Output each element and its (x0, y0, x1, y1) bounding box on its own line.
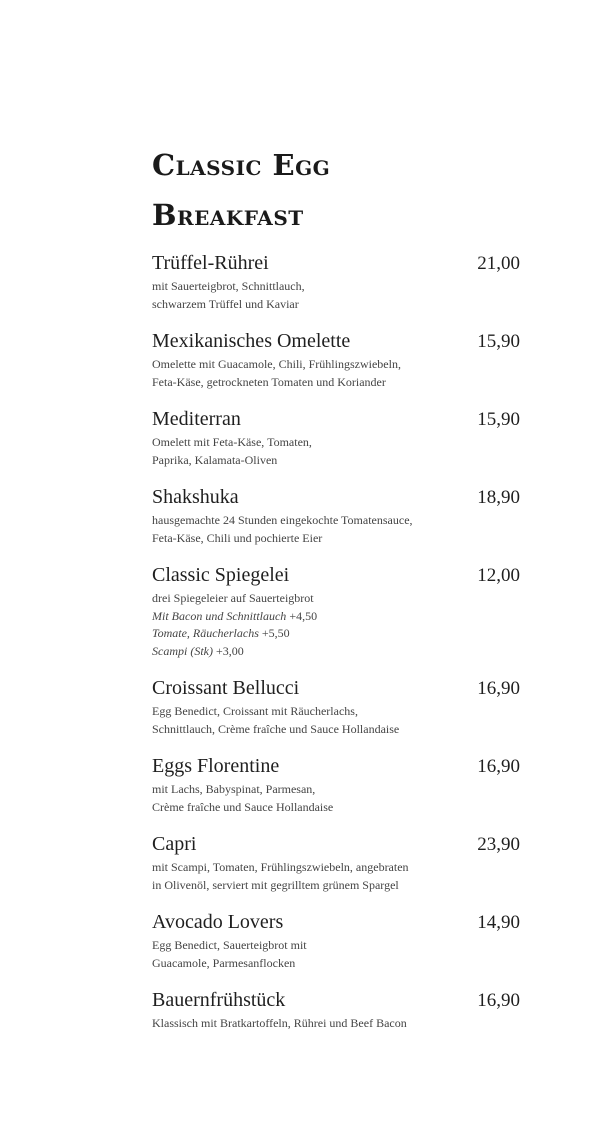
menu-item-extra (152, 643, 520, 661)
menu-item-description: Feta-Käse, Chili und pochierte Eier (152, 530, 323, 545)
menu-item-price: 21,00 (477, 253, 520, 274)
menu-item (152, 911, 520, 972)
menu-item-price: 16,90 (477, 678, 520, 699)
menu-item-description: mit Lachs, Babyspinat, Parmesan, (152, 782, 316, 796)
menu-item (152, 677, 520, 738)
menu-item-description: mit Scampi, Tomaten, Frühlingszwiebeln, angebraten (152, 860, 409, 874)
menu-item (152, 989, 520, 1033)
menu-item-description: in Olivenöl, serviert mit gegrilltem grünem Spargel (152, 877, 399, 892)
menu-item-extra-price: +3,00 (215, 643, 244, 658)
menu-item-price: 18,90 (477, 487, 520, 508)
menu-item (152, 564, 520, 660)
menu-title (152, 140, 412, 240)
menu-item-name: Shakshuka (152, 486, 239, 508)
menu-item-name: Capri (152, 833, 197, 855)
menu-item-header (152, 833, 520, 859)
menu-item-description: Crème fraîche und Sauce Hollandaise (152, 799, 334, 814)
menu-item-description: Feta-Käse, getrockneten Tomaten und Koriander (152, 374, 386, 389)
menu-item-description: Klassisch mit Bratkartoffeln, Rührei und Beef Bacon (152, 1016, 407, 1030)
menu-item-price: 16,90 (477, 756, 520, 777)
menu-item-header (152, 755, 520, 781)
menu-item-price: 15,90 (477, 409, 520, 430)
menu-item-description: Guacamole, Parmesanflocken (152, 955, 296, 970)
menu-page (152, 140, 520, 1050)
menu-item-extra-label: Mit Bacon und Schnittlauch (152, 608, 287, 623)
menu-item-extra-price: +4,50 (289, 608, 318, 623)
menu-item (152, 252, 520, 313)
menu-item (152, 486, 520, 547)
menu-item-description: Paprika, Kalamata-Oliven (152, 452, 278, 467)
menu-item-header (152, 486, 520, 512)
menu-item-header (152, 564, 520, 590)
menu-item-name: Avocado Lovers (152, 911, 284, 933)
menu-item-header (152, 252, 520, 278)
menu-item-description: mit Sauerteigbrot, Schnittlauch, (152, 279, 305, 293)
menu-item-name: Classic Spiegelei (152, 564, 290, 586)
menu-item-header (152, 989, 520, 1015)
menu-item-extra-label: Scampi (Stk) (152, 643, 213, 658)
menu-item-description: Omelett mit Feta-Käse, Tomaten, (152, 435, 312, 449)
menu-item (152, 330, 520, 391)
menu-item-extra-price: +5,50 (261, 626, 290, 640)
menu-item-name: Bauernfrühstück (152, 989, 286, 1011)
menu-item (152, 408, 520, 469)
menu-item-price: 23,90 (477, 834, 520, 855)
menu-item-price: 15,90 (477, 331, 520, 352)
menu-item-description: Egg Benedict, Sauerteigbrot mit (152, 938, 307, 952)
menu-item-description: Schnittlauch, Crème fraîche und Sauce Hollandaise (152, 721, 400, 736)
menu-item-header (152, 408, 520, 434)
menu-item-description: hausgemachte 24 Stunden eingekochte Tomatensauce, (152, 513, 413, 527)
menu-item-extra-label: Tomate, Räucherlachs (152, 626, 259, 640)
menu-item-name: Eggs Florentine (152, 755, 280, 777)
menu-item-description: Omelette mit Guacamole, Chili, Frühlingszwiebeln, (152, 357, 401, 371)
menu-item-description: schwarzem Trüffel und Kaviar (152, 296, 299, 311)
menu-item-description: drei Spiegeleier auf Sauerteigbrot (152, 591, 314, 605)
menu-item-name: Mexikanisches Omelette (152, 330, 351, 352)
menu-item-price: 16,90 (477, 990, 520, 1011)
menu-item-header (152, 330, 520, 356)
menu-title-line-1: Classic Egg (152, 148, 331, 182)
menu-item (152, 833, 520, 894)
menu-item-extra (152, 608, 520, 626)
menu-item-name: Trüffel-Rührei (152, 252, 269, 274)
menu-item-price: 14,90 (477, 912, 520, 933)
menu-item-description: Egg Benedict, Croissant mit Räucherlachs, (152, 704, 358, 718)
menu-item-list (152, 252, 520, 1033)
menu-title-line-2: Breakfast (152, 198, 304, 232)
menu-item-extra (152, 625, 520, 643)
menu-item-header (152, 911, 520, 937)
menu-item-name: Mediterran (152, 408, 241, 430)
menu-item-header (152, 677, 520, 703)
menu-item-name: Croissant Bellucci (152, 677, 300, 699)
menu-item (152, 755, 520, 816)
menu-item-price: 12,00 (477, 565, 520, 586)
